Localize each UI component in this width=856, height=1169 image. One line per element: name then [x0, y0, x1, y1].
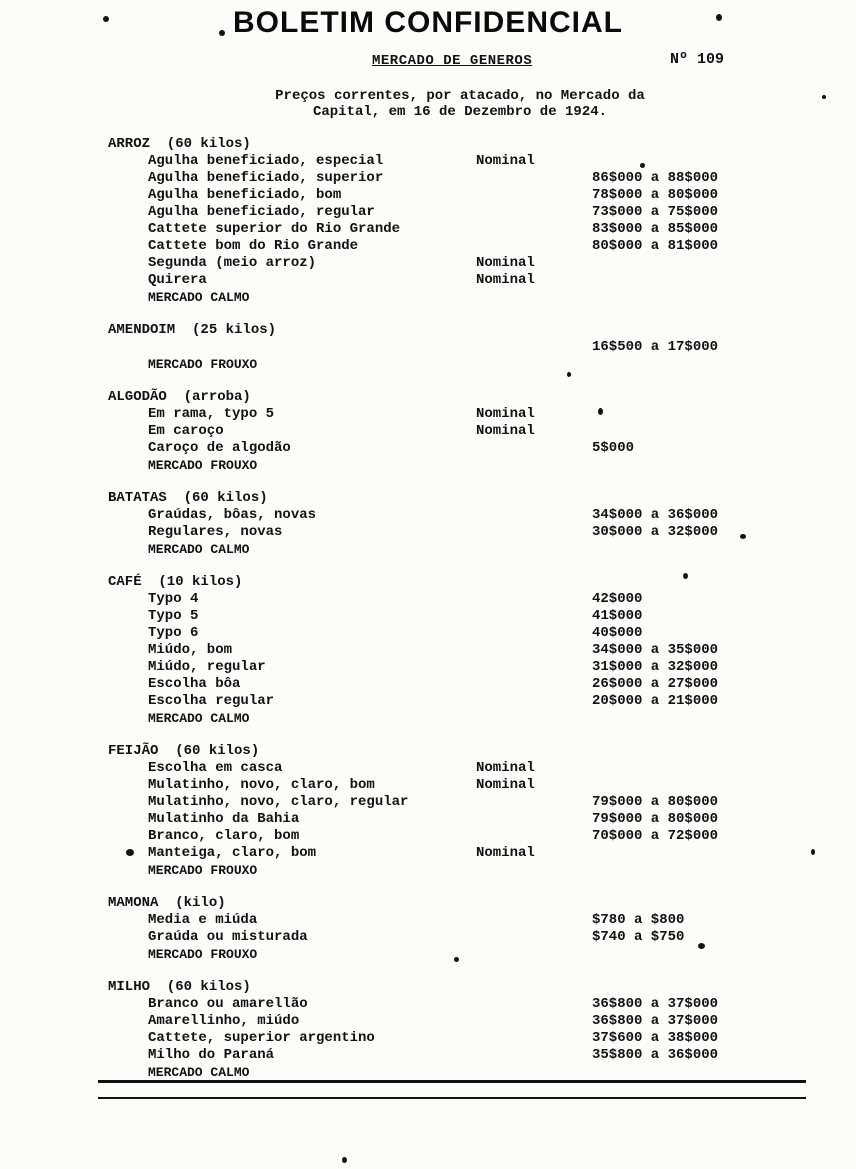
ink-speck	[342, 1157, 347, 1163]
item-label: Escolha em casca	[148, 760, 283, 776]
price-row	[108, 845, 788, 862]
item-label: Regulares, novas	[148, 524, 283, 540]
commodity-section	[108, 322, 788, 373]
commodity-section	[108, 574, 788, 727]
item-price: $780 a $800	[592, 912, 685, 928]
price-row	[108, 777, 788, 794]
item-price: 34$000 a 35$000	[592, 642, 719, 658]
commodity-section	[108, 743, 788, 879]
price-row	[108, 794, 788, 811]
price-row	[108, 828, 788, 845]
item-label: Cattete superior do Rio Grande	[148, 221, 401, 237]
ink-speck	[598, 408, 603, 415]
commodity-section	[108, 490, 788, 558]
price-row	[108, 760, 788, 777]
item-price: 20$000 a 21$000	[592, 693, 719, 709]
item-label: Escolha regular	[148, 693, 275, 709]
commodity-section	[108, 979, 788, 1081]
price-row	[108, 912, 788, 929]
item-label: Graúdas, bôas, novas	[148, 507, 317, 523]
price-row	[108, 996, 788, 1013]
item-note: Nominal	[476, 423, 535, 439]
market-status: MERCADO FROUXO	[148, 357, 258, 372]
item-price: 34$000 a 36$000	[592, 507, 719, 523]
ink-speck	[811, 849, 815, 855]
market-status: MERCADO FROUXO	[148, 863, 258, 878]
item-label: Media e miúda	[148, 912, 258, 928]
price-row	[108, 929, 788, 946]
commodity-heading: ARROZ (60 kilos)	[108, 136, 251, 152]
market-status: MERCADO CALMO	[148, 542, 250, 557]
item-price: 79$000 a 80$000	[592, 811, 719, 827]
price-row	[108, 255, 788, 272]
commodity-heading: CAFÉ (10 kilos)	[108, 574, 243, 590]
item-price: 83$000 a 85$000	[592, 221, 719, 237]
item-price: 41$000	[592, 608, 643, 624]
commodity-heading: FEIJÃO (60 kilos)	[108, 743, 260, 759]
price-row	[108, 1013, 788, 1030]
price-row	[108, 204, 788, 221]
item-label: Quirera	[148, 272, 207, 288]
price-row	[108, 440, 788, 457]
ink-speck	[683, 573, 688, 579]
bottom-rule-bottom	[98, 1097, 806, 1099]
ink-speck	[219, 30, 225, 36]
item-price: 79$000 a 80$000	[592, 794, 719, 810]
item-label: Agulha beneficiado, especial	[148, 153, 384, 169]
ink-speck	[567, 372, 571, 377]
ink-speck	[740, 534, 746, 539]
commodity-heading: MAMONA (kilo)	[108, 895, 226, 911]
item-price: 80$000 a 81$000	[592, 238, 719, 254]
item-label: Graúda ou misturada	[148, 929, 308, 945]
bulletin-number: Nº 109	[670, 51, 725, 68]
item-label: Agulha beneficiado, superior	[148, 170, 384, 186]
item-label: Typo 5	[148, 608, 199, 624]
commodity-heading: AMENDOIM (25 kilos)	[108, 322, 277, 338]
item-label: Segunda (meio arroz)	[148, 255, 317, 271]
price-row	[108, 272, 788, 289]
item-price: 73$000 a 75$000	[592, 204, 719, 220]
item-price: 35$800 a 36$000	[592, 1047, 719, 1063]
price-row	[108, 659, 788, 676]
market-status: MERCADO CALMO	[148, 711, 250, 726]
item-label: Mulatinho da Bahia	[148, 811, 300, 827]
price-row	[108, 1047, 788, 1064]
price-row	[108, 221, 788, 238]
item-price: 16$500 a 17$000	[592, 339, 719, 355]
item-label: Mulatinho, novo, claro, regular	[148, 794, 409, 810]
ink-speck	[822, 95, 826, 99]
item-price: 5$000	[592, 440, 635, 456]
intro-text: Preços correntes, por atacado, no Mercado da Capital, em 16 de Dezembro de 1924.	[275, 88, 645, 120]
item-label: Cattete bom do Rio Grande	[148, 238, 359, 254]
bulletin-title: BOLETIM CONFIDENCIAL	[233, 6, 623, 39]
price-row	[108, 625, 788, 642]
item-label: Caroço de algodão	[148, 440, 291, 456]
item-label: Amarellinho, miúdo	[148, 1013, 300, 1029]
price-row	[108, 238, 788, 255]
item-label: Typo 6	[148, 625, 199, 641]
commodity-section	[108, 895, 788, 963]
price-row	[108, 153, 788, 170]
ink-speck	[698, 943, 705, 949]
price-row	[108, 524, 788, 541]
commodity-heading: MILHO (60 kilos)	[108, 979, 251, 995]
item-price: 31$000 a 32$000	[592, 659, 719, 675]
price-row	[108, 423, 788, 440]
item-label: Mulatinho, novo, claro, bom	[148, 777, 375, 793]
item-note: Nominal	[476, 777, 535, 793]
price-row	[108, 406, 788, 423]
item-price: 42$000	[592, 591, 643, 607]
price-row	[108, 608, 788, 625]
item-price: 26$000 a 27$000	[592, 676, 719, 692]
market-status: MERCADO CALMO	[148, 1065, 250, 1080]
ink-speck	[454, 957, 459, 962]
item-price: 30$000 a 32$000	[592, 524, 719, 540]
commodity-section	[108, 389, 788, 474]
price-row	[108, 1030, 788, 1047]
commodity-section	[108, 136, 788, 306]
item-label: Miúdo, regular	[148, 659, 266, 675]
commodity-heading: BATATAS (60 kilos)	[108, 490, 268, 506]
item-note: Nominal	[476, 255, 535, 271]
item-label: Em caroço	[148, 423, 224, 439]
item-label: Agulha beneficiado, regular	[148, 204, 375, 220]
price-row	[108, 170, 788, 187]
item-note: Nominal	[476, 272, 535, 288]
price-row	[108, 507, 788, 524]
market-status: MERCADO CALMO	[148, 290, 250, 305]
item-label: Branco, claro, bom	[148, 828, 300, 844]
price-row	[108, 693, 788, 710]
bottom-rule-top	[98, 1080, 806, 1083]
item-price: $740 a $750	[592, 929, 685, 945]
price-row	[108, 811, 788, 828]
item-note: Nominal	[476, 845, 535, 861]
ink-speck	[126, 849, 134, 856]
item-price: 36$800 a 37$000	[592, 996, 719, 1012]
item-note: Nominal	[476, 760, 535, 776]
item-label: Typo 4	[148, 591, 199, 607]
item-label: Manteiga, claro, bom	[148, 845, 317, 861]
ink-speck	[640, 163, 645, 168]
market-status: MERCADO FROUXO	[148, 947, 258, 962]
price-row	[108, 591, 788, 608]
item-price: 86$000 a 88$000	[592, 170, 719, 186]
price-row	[108, 339, 788, 356]
item-label: Agulha beneficiado, bom	[148, 187, 342, 203]
item-price: 70$000 a 72$000	[592, 828, 719, 844]
item-price: 78$000 a 80$000	[592, 187, 719, 203]
item-label: Miúdo, bom	[148, 642, 233, 658]
item-label: Cattete, superior argentino	[148, 1030, 375, 1046]
item-price: 40$000	[592, 625, 643, 641]
price-row	[108, 676, 788, 693]
item-price: 37$600 a 38$000	[592, 1030, 719, 1046]
ink-speck	[103, 16, 109, 22]
item-label: Em rama, typo 5	[148, 406, 275, 422]
market-subtitle: MERCADO DE GENEROS	[372, 53, 533, 69]
item-label: Milho do Paraná	[148, 1047, 275, 1063]
item-label: Escolha bôa	[148, 676, 241, 692]
item-price: 36$800 a 37$000	[592, 1013, 719, 1029]
item-label: Branco ou amarellão	[148, 996, 308, 1012]
item-note: Nominal	[476, 406, 535, 422]
market-status: MERCADO FROUXO	[148, 458, 258, 473]
price-row	[108, 642, 788, 659]
price-row	[108, 187, 788, 204]
price-sections	[108, 136, 788, 1097]
commodity-heading: ALGODÃO (arroba)	[108, 389, 251, 405]
item-note: Nominal	[476, 153, 535, 169]
ink-speck	[716, 14, 722, 21]
